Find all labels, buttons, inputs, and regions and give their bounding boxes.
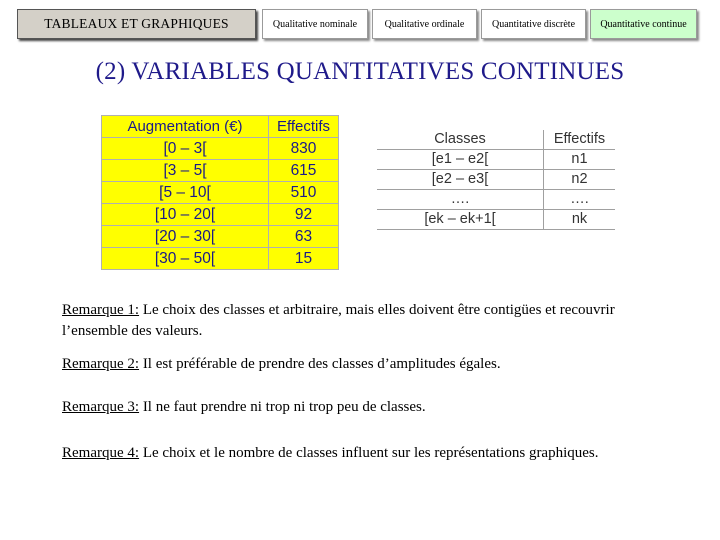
table-header-cell: Effectifs xyxy=(544,130,616,150)
table-cell: [e2 – e3[ xyxy=(377,170,544,190)
table-cell: [3 – 5[ xyxy=(102,160,269,182)
table-row xyxy=(377,150,615,170)
table-cell: …. xyxy=(377,190,544,210)
table-cell: n1 xyxy=(544,150,616,170)
tab-qualitative-ordinale[interactable]: Qualitative ordinale xyxy=(372,9,477,39)
table-cell: [20 – 30[ xyxy=(102,226,269,248)
generic-classes-table xyxy=(377,130,615,230)
table-cell: [0 – 3[ xyxy=(102,138,269,160)
table-cell: [10 – 20[ xyxy=(102,204,269,226)
table-row xyxy=(102,248,339,270)
section-title-tab[interactable]: TABLEAUX ET GRAPHIQUES xyxy=(17,9,256,39)
table-cell: 63 xyxy=(269,226,339,248)
tab-quantitative-continue[interactable]: Quantitative continue xyxy=(590,9,697,39)
remark-1 xyxy=(62,300,682,342)
table-cell: 510 xyxy=(269,182,339,204)
remark-3 xyxy=(62,397,682,418)
table-cell: [ek – ek+1[ xyxy=(377,210,544,230)
table-cell: …. xyxy=(544,190,616,210)
table-row xyxy=(377,190,615,210)
remark-label: Remarque 3: xyxy=(62,399,140,415)
table-header-row xyxy=(102,116,339,138)
remark-text: Il ne faut prendre ni trop ni trop peu de classes. xyxy=(139,399,426,415)
remark-text: Il est préférable de prendre des classes d’amplitudes égales. xyxy=(139,356,501,372)
table-row xyxy=(102,204,339,226)
table-row xyxy=(377,170,615,190)
tab-qualitative-nominale[interactable]: Qualitative nominale xyxy=(262,9,368,39)
remark-2 xyxy=(62,354,682,375)
table-row xyxy=(102,226,339,248)
table-row xyxy=(102,138,339,160)
table-cell: n2 xyxy=(544,170,616,190)
table-cell: nk xyxy=(544,210,616,230)
table-cell: 830 xyxy=(269,138,339,160)
remark-label: Remarque 4: xyxy=(62,445,140,461)
table-header-cell: Classes xyxy=(377,130,544,150)
table-header-cell: Effectifs xyxy=(269,116,339,138)
example-frequency-table xyxy=(101,115,339,270)
remark-label: Remarque 1: xyxy=(62,302,140,318)
table-cell: [30 – 50[ xyxy=(102,248,269,270)
table-header-cell: Augmentation (€) xyxy=(102,116,269,138)
table-cell: [e1 – e2[ xyxy=(377,150,544,170)
table-header-row xyxy=(377,130,615,150)
table-cell: [5 – 10[ xyxy=(102,182,269,204)
table-row xyxy=(102,160,339,182)
table-cell: 615 xyxy=(269,160,339,182)
table-cell: 15 xyxy=(269,248,339,270)
remark-label: Remarque 2: xyxy=(62,356,140,372)
page-title: (2) VARIABLES QUANTITATIVES CONTINUES xyxy=(95,58,625,85)
remark-4 xyxy=(62,443,682,464)
table-cell: 92 xyxy=(269,204,339,226)
remark-text: Le choix des classes et arbitraire, mais elles doivent être contigües et recouvrir l’ensemble des valeurs. xyxy=(62,302,615,339)
tab-quantitative-discrete[interactable]: Quantitative discrète xyxy=(481,9,586,39)
table-row xyxy=(102,182,339,204)
remark-text: Le choix et le nombre de classes influent sur les représentations graphiques. xyxy=(139,445,599,461)
table-row xyxy=(377,210,615,230)
